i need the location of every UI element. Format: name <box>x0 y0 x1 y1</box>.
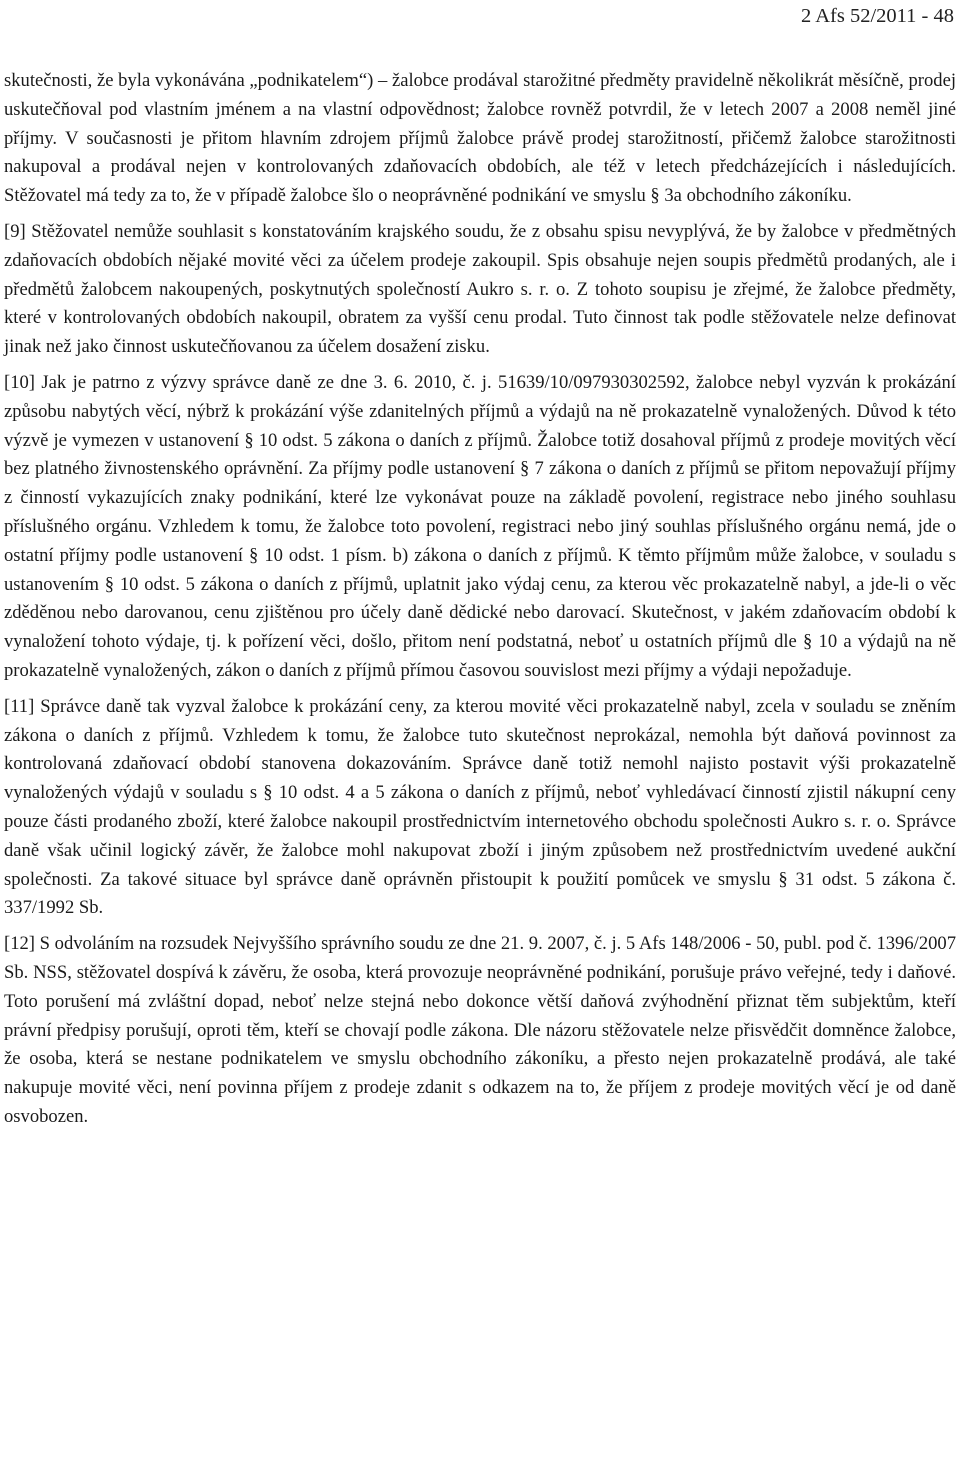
paragraph-11 <box>4 693 956 923</box>
document-body <box>4 67 956 1132</box>
paragraph-9 <box>4 218 956 362</box>
paragraph-text: skutečnosti, že byla vykonávána „podnikatelem“) – žalobce prodával starožitné předměty pravidelně několikrát měsíčně, prodej uskutečňoval pod vlastním jménem a na vlastní odpovědnost; žalobce rovněž potvrdil, že v letech 2007 a 2008 neměl jiné příjmy. V současnosti je přitom hlavním zdrojem příjmů žalobce právě prodej starožitností, přičemž žalobce starožitnosti nakupoval a prodával nejen v kontrolovaných zdaňovacích obdobích, ale též v letech předcházejících i následujících. Stěžovatel má tedy za to, že v případě žalobce šlo o neoprávněné podnikání ve smyslu § 3a obchodního zákoníku. <box>4 70 956 207</box>
paragraph-number: [11] <box>4 695 35 717</box>
paragraph-text: Správce daně tak vyzval žalobce k prokázání ceny, za kterou movité věci prokazatelně nabyl, zcela v souladu se zněním zákona o daních z příjmů. Vzhledem k tomu, že žalobce tuto skutečnost neprokázal, nemohla být daňová povinnost za kontrolovaná zdaňovací období stanovena dokazováním. Správce daně totiž nemohl najisto postavit výši prokazatelně vynaložených výdajů v souladu s § 10 odst. 4 a 5 zákona o daních z příjmů, neboť vyhledávací činností zjistil nákupní ceny pouze části prodaného zboží, které žalobce nakoupil prostřednictvím internetového obchodu společnosti Aukro s. r. o. Správce daně však učinil logický závěr, že žalobce mohl nakupovat zboží i jiným způsobem než prostřednictvím uvedené aukční společnosti. Za takové situace byl správce daně oprávněn přistoupit k použití pomůcek ve smyslu § 31 odst. 5 zákona č. 337/1992 Sb. <box>4 695 956 919</box>
paragraph-continuation <box>4 67 956 211</box>
paragraph-number: [9] <box>4 220 26 242</box>
paragraph-number: [10] <box>4 371 35 393</box>
paragraph-10 <box>4 369 956 686</box>
paragraph-number: [12] <box>4 933 35 955</box>
page-header-case-reference: 2 Afs 52/2011 - 48 <box>801 5 954 27</box>
paragraph-text: S odvoláním na rozsudek Nejvyššího správního soudu ze dne 21. 9. 2007, č. j. 5 Afs 148/2006 - 50, publ. pod č. 1396/2007 Sb. NSS, stěžovatel dospívá k závěru, že osoba, která provozuje neoprávněné podnikání, porušuje právo veřejné, tedy i daňové. Toto porušení má zvláštní dopad, neboť nelze stejná nebo dokonce větší daňová zvýhodnění přiznat těm subjektům, kteří právní předpisy porušují, oproti těm, kteří se chovají podle zákona. Dle názoru stěžovatele nelze přisvědčit domněnce žalobce, že osoba, která se nestane podnikatelem ve smyslu obchodního zákoníku, a přesto nejen prokazatelně prodává, ale také nakupuje movité věci, není povinna příjem z prodeje zdanit s odkazem na to, že příjem z prodeje movitých věcí je od daně osvobozen. <box>4 933 957 1127</box>
paragraph-text: Jak je patrno z výzvy správce daně ze dne 3. 6. 2010, č. j. 51639/10/097930302592, žalobce nebyl vyzván k prokázání způsobu nabytých věcí, nýbrž k prokázání výše zdanitelných příjmů a výdajů na ně prokazatelně vynaložených. Důvod k této výzvě je vymezen v ustanovení § 10 odst. 5 zákona o daních z příjmů. Žalobce totiž dosahoval příjmů z prodeje movitých věcí bez platného živnostenského oprávnění. Za příjmy podle ustanovení § 7 zákona o daních z příjmů se přitom nepovažují příjmy z činností vykazujících znaky podnikání, které lze vykonávat pouze na základě povolení, registrace nebo jiného souhlasu příslušného orgánu. Vzhledem k tomu, že žalobce toto povolení, registraci nebo jiný souhlas příslušného orgánu nemá, jde o ostatní příjmy podle ustanovení § 10 odst. 1 písm. b) zákona o daních z příjmů. K těmto příjmům může žalobce, v souladu s ustanovením § 10 odst. 5 zákona o daních z příjmů, uplatnit jako výdaj cenu, za kterou věc prokazatelně nabyl, a jde-li o věc zděděnou nebo darovanou, cenu zjištěnou pro účely daně dědické nebo darovací. Skutečnost, v jakém zdaňovacím období k vynaložení tohoto výdaje, tj. k pořízení věci, došlo, přitom není podstatná, neboť u ostatních příjmů dle § 10 a výdajů na ně prokazatelně vynaložených, zákon o daních z příjmů přímou časovou souvislost mezi příjmy a výdaji nepožaduje. <box>4 371 956 681</box>
paragraph-12 <box>4 930 956 1132</box>
paragraph-text: Stěžovatel nemůže souhlasit s konstatováním krajského soudu, že z obsahu spisu nevyplývá, že by žalobce v předmětných zdaňovacích obdobích nějaké movité věci za účelem prodeje zakoupil. Spis obsahuje nejen soupis předmětů prodaných, ale i předmětů žalobcem nakoupených, poskytnutých společností Aukro s. r. o. Z tohoto soupisu je zřejmé, že žalobce předměty, které v kontrolovaných obdobích nakoupil, obratem za vyšší cenu prodal. Tuto činnost tak podle stěžovatele nelze definovat jinak než jako činnost uskutečňovanou za účelem dosažení zisku. <box>4 220 957 358</box>
